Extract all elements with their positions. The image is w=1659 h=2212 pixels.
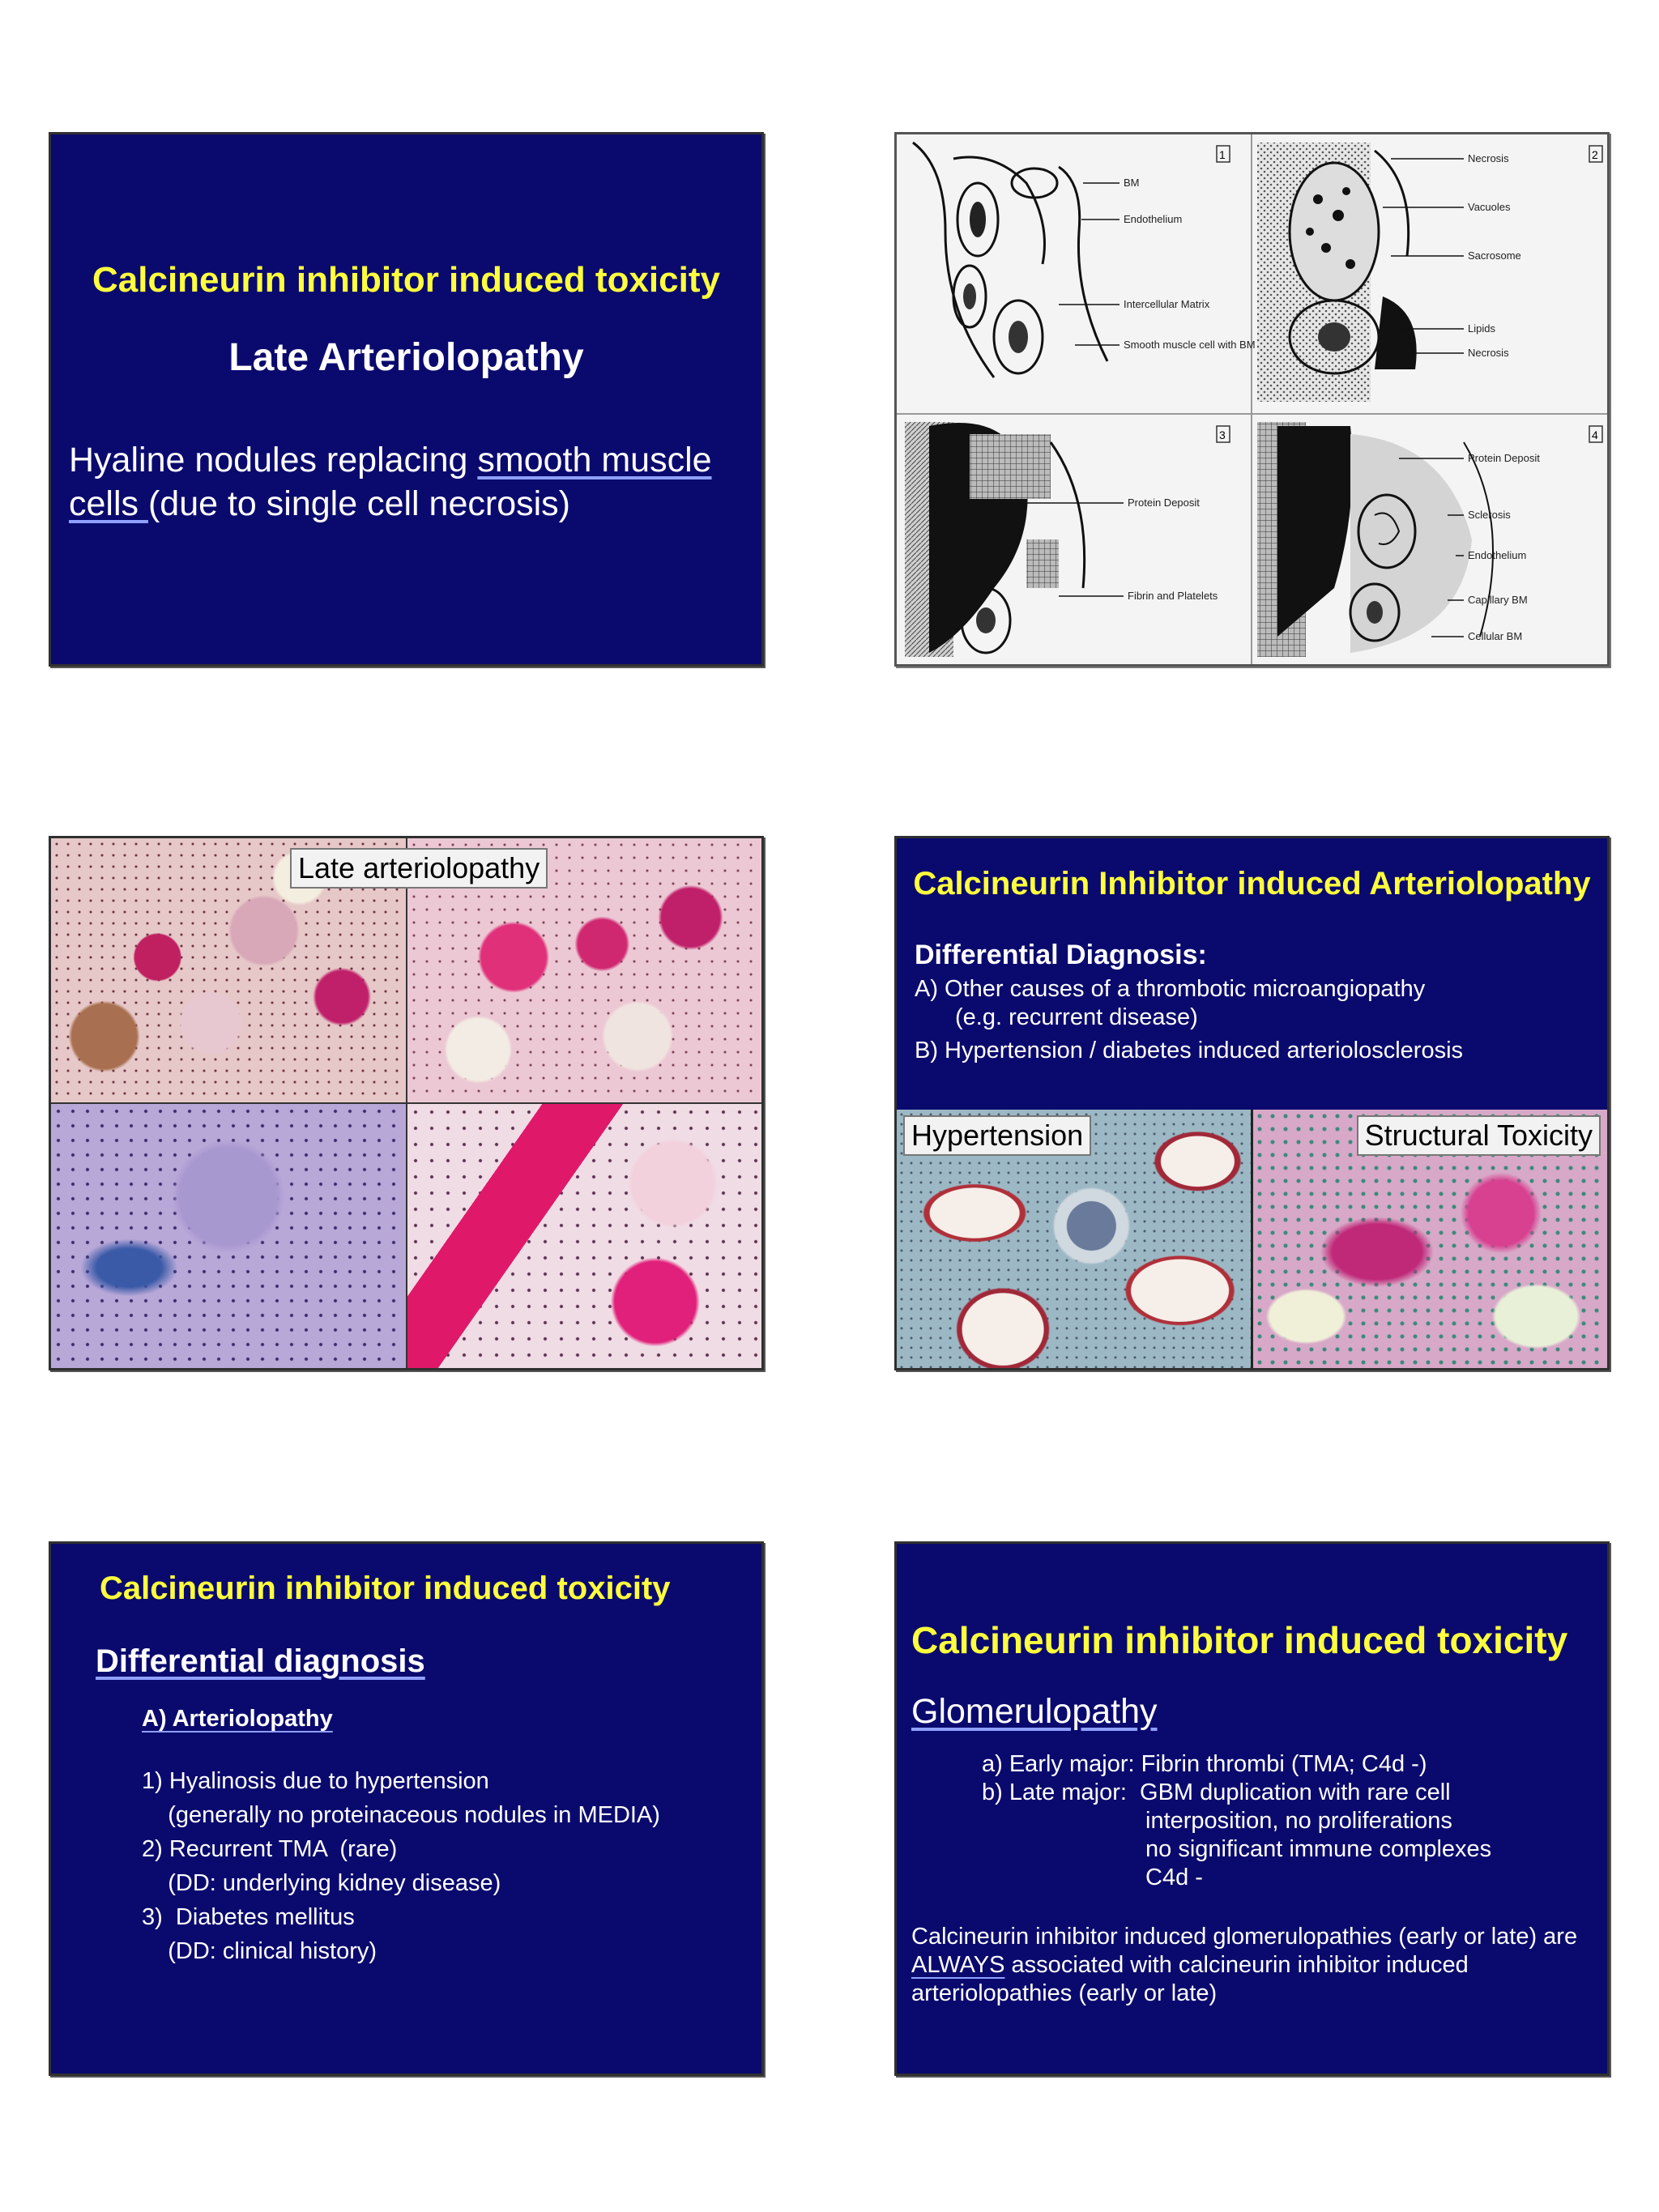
schematic-num-2: 2: [1592, 148, 1598, 161]
schematic-panel-4: [1257, 422, 1602, 657]
schematic-label-endothelium-2: Endothelium: [1468, 549, 1527, 561]
histology-image-bottom-right: [407, 1104, 761, 1368]
slide1-subtitle: Late Arteriolopathy: [228, 336, 584, 379]
schematic-label-lipids: Lipids: [1468, 322, 1495, 335]
slide4-dd-heading: Differential Diagnosis:: [915, 940, 1207, 970]
schematic-label-bm: BM: [1124, 177, 1140, 189]
schematic-label-cellular-bm: Cellular BM: [1468, 630, 1523, 642]
schematic-panel-2: [1257, 143, 1602, 402]
slide5-item-2-sub: (DD: underlying kidney disease): [142, 1870, 501, 1896]
slide-late-arteriolopathy-histology: [49, 836, 764, 1370]
slide6-item-b2: interposition, no proliferations: [1145, 1808, 1452, 1834]
slide-arteriolopathy-differential: [894, 836, 1610, 1370]
histology-image-bottom-left: [51, 1104, 406, 1368]
slide-late-arteriolopathy: [49, 132, 764, 667]
slide4-item-a: A) Other causes of a thrombotic microangiopathy: [915, 976, 1426, 1002]
schematic-label-sclerosis: Sclerosis: [1468, 509, 1511, 521]
slide6-footer-1: Calcineurin inhibitor induced glomerulopathies (early or late) are: [911, 1924, 1578, 1950]
slide1-body-l1b: smooth muscle: [477, 441, 712, 479]
schematic-label-necrosis-2: Necrosis: [1468, 347, 1509, 359]
hypertension-label: Hypertension: [903, 1115, 1091, 1156]
slide5-item-1-sub: (generally no proteinaceous nodules in MEDIA): [142, 1802, 660, 1828]
slide5-items: [142, 1764, 660, 1968]
schematic-label-vacuoles: Vacuoles: [1468, 201, 1511, 213]
slide6-footer-always: ALWAYS: [911, 1952, 1005, 1978]
slide6-item-b4: C4d -: [1145, 1865, 1203, 1890]
schematic-label-matrix: Intercellular Matrix: [1124, 298, 1210, 310]
slide5-item-3-sub: (DD: clinical history): [142, 1938, 377, 1964]
slide6-footer-2: associated with calcineurin inhibitor induced: [1004, 1952, 1469, 1978]
schematic-label-necrosis: Necrosis: [1468, 152, 1509, 164]
slide5-item-2: 2) Recurrent TMA (rare): [142, 1836, 398, 1862]
slide6-item-b3: no significant immune complexes: [1145, 1836, 1492, 1862]
slide6-list: [982, 1750, 1491, 1892]
slide4-item-a-sub: (e.g. recurrent disease): [955, 1004, 1198, 1030]
late-arteriolopathy-label: Late arteriolopathy: [290, 848, 548, 889]
slide6-item-b: b) Late major: GBM duplication with rare cell: [982, 1779, 1451, 1805]
slide6-footer: [911, 1923, 1600, 2008]
slide4-item-b: B) Hypertension / diabetes induced arteriolosclerosis: [915, 1038, 1464, 1063]
schematic-label-smc: Smooth muscle cell with BM: [1124, 339, 1256, 351]
schematic-figure: [897, 134, 1607, 664]
slide1-body-l2a: cells: [69, 484, 148, 523]
slide6-footer-3: arteriolopathies (early or late): [911, 1980, 1218, 2006]
slide-glomerulopathy: [894, 1541, 1610, 2076]
slide-arteriole-schematic: [894, 132, 1610, 667]
schematic-panel-3: [905, 422, 1230, 657]
slide-toxicity-differential-diagnosis: [49, 1541, 764, 2076]
slide5-item-1: 1) Hyalinosis due to hypertension: [142, 1768, 489, 1794]
structural-toxicity-label: Structural Toxicity: [1357, 1115, 1601, 1156]
schematic-label-sacrosome: Sacrosome: [1468, 249, 1521, 262]
slide5-subheading: A) Arteriolopathy: [142, 1706, 333, 1732]
slide1-body-l2b: (due to single cell necrosis): [147, 484, 570, 523]
slide1-title: Calcineurin inhibitor induced toxicity: [92, 260, 720, 300]
slide1-body: [69, 438, 757, 526]
slide4-title: Calcineurin Inhibitor induced Arteriolopathy: [913, 866, 1591, 901]
schematic-label-endothelium: Endothelium: [1124, 213, 1183, 225]
slide6-item-a: a) Early major: Fibrin thrombi (TMA; C4d -): [982, 1751, 1427, 1777]
schematic-num-4: 4: [1592, 428, 1598, 441]
slide5-item-3: 3) Diabetes mellitus: [142, 1904, 355, 1930]
schematic-num-3: 3: [1219, 428, 1226, 441]
slide1-body-l1a: Hyaline nodules replacing: [69, 441, 478, 479]
schematic-label-protein-deposit: Protein Deposit: [1128, 497, 1200, 509]
schematic-label-protein-deposit-2: Protein Deposit: [1468, 452, 1540, 464]
slide6-heading: Glomerulopathy: [911, 1692, 1158, 1731]
slide5-title: Calcineurin inhibitor induced toxicity: [100, 1571, 671, 1606]
schematic-num-1: 1: [1219, 148, 1226, 161]
schematic-label-fibrin: Fibrin and Platelets: [1128, 590, 1218, 602]
slide5-heading: Differential diagnosis: [96, 1643, 425, 1679]
schematic-label-capillary-bm: Capillary BM: [1468, 594, 1528, 606]
slide6-title: Calcineurin inhibitor induced toxicity: [911, 1619, 1568, 1661]
